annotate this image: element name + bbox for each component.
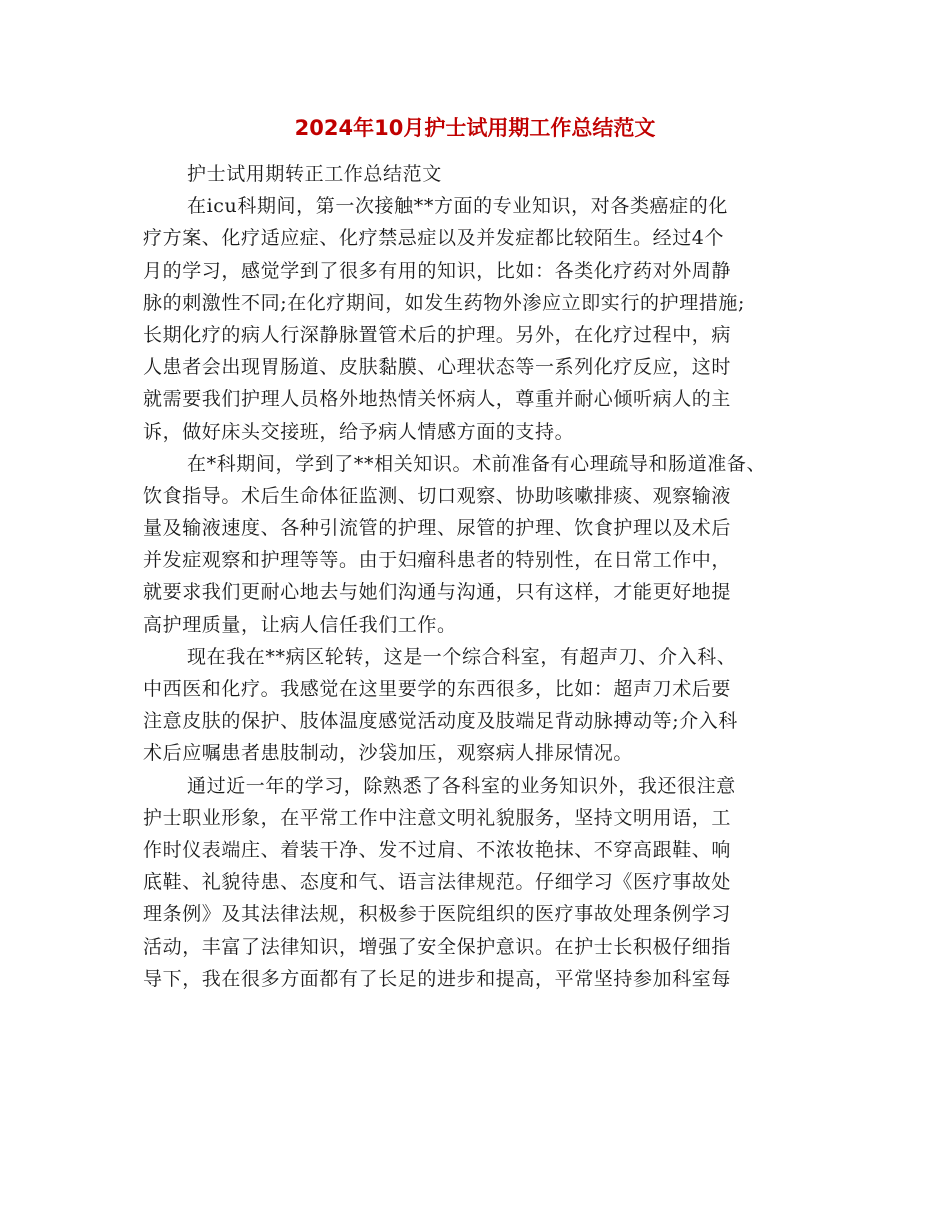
body-text-line: 理条例》及其法律法规，积极参于医院组织的医疗事故处理条例学习 [143, 903, 732, 926]
body-text-line: 导下，我在很多方面都有了长足的进步和提高，平常坚持参加科室每 [143, 967, 732, 990]
body-text-line: 在*科期间，学到了**相关知识。术前准备有心理疏导和肠道准备、 [187, 452, 767, 475]
body-text-line: 通过近一年的学习，除熟悉了各科室的业务知识外，我还很注意 [187, 774, 736, 797]
body-text-line: 高护理质量，让病人信任我们工作。 [143, 613, 457, 636]
body-text-line: 中西医和化疗。我感觉在这里要学的东西很多，比如：超声刀术后要 [143, 678, 732, 700]
body-text-line: 护士职业形象，在平常工作中注意文明礼貌服务，坚持文明用语，工 [143, 806, 732, 829]
body-text-line: 现在我在**病区轮转，这是一个综合科室，有超声刀、介入科、 [187, 645, 737, 668]
document-title: 2024年10月护士试用期工作总结范文 [294, 116, 656, 140]
body-text-line: 就需要我们护理人员格外地热情关怀病人，尊重并耐心倾听病人的主 [143, 388, 732, 411]
body-text-line: 在icu科期间，第一次接触**方面的专业知识，对各类癌症的化 [187, 195, 728, 218]
body-text-line: 注意皮肤的保护、肢体温度感觉活动度及肢端足背动脉搏动等;介入科 [143, 710, 739, 733]
document-body [143, 158, 823, 995]
body-text-line: 疗方案、化疗适应症、化疗禁忌症以及并发症都比较陌生。经过4个 [143, 227, 725, 250]
body-text-line: 作时仪表端庄、着装干净、发不过肩、不浓妆艳抹、不穿高跟鞋、响 [143, 838, 732, 861]
body-text-line: 长期化疗的病人行深静脉置管术后的护理。另外，在化疗过程中，病 [143, 323, 732, 346]
body-text-line: 术后应嘱患者患肢制动，沙袋加压，观察病人排尿情况。 [143, 742, 634, 765]
body-text-line: 活动，丰富了法律知识，增强了安全保护意识。在护士长积极仔细指 [143, 935, 732, 958]
body-text-line: 诉，做好床头交接班，给予病人情感方面的支持。 [143, 420, 575, 443]
body-text-line: 量及输液速度、各种引流管的护理、尿管的护理、饮食护理以及术后 [143, 517, 732, 540]
body-text-line: 脉的刺激性不同;在化疗期间，如发生药物外渗应立即实行的护理措施; [143, 291, 746, 314]
body-text-line: 饮食指导。术后生命体征监测、切口观察、协助咳嗽排痰、观察输液 [143, 484, 732, 507]
body-text-line: 月的学习，感觉学到了很多有用的知识，比如：各类化疗药对外周静 [143, 259, 732, 282]
body-text-line: 护士试用期转正工作总结范文 [187, 163, 442, 185]
body-text-line: 就要求我们更耐心地去与她们沟通与沟通，只有这样，才能更好地提 [143, 581, 732, 604]
body-text-line: 底鞋、礼貌待患、态度和气、语言法律规范。仔细学习《医疗事故处 [143, 871, 732, 894]
body-text-line: 人患者会出现胃肠道、皮肤黏膜、心理状态等一系列化疗反应，这时 [143, 356, 732, 379]
body-text-line: 并发症观察和护理等等。由于妇瘤科患者的特别性，在日常工作中， [143, 549, 732, 572]
